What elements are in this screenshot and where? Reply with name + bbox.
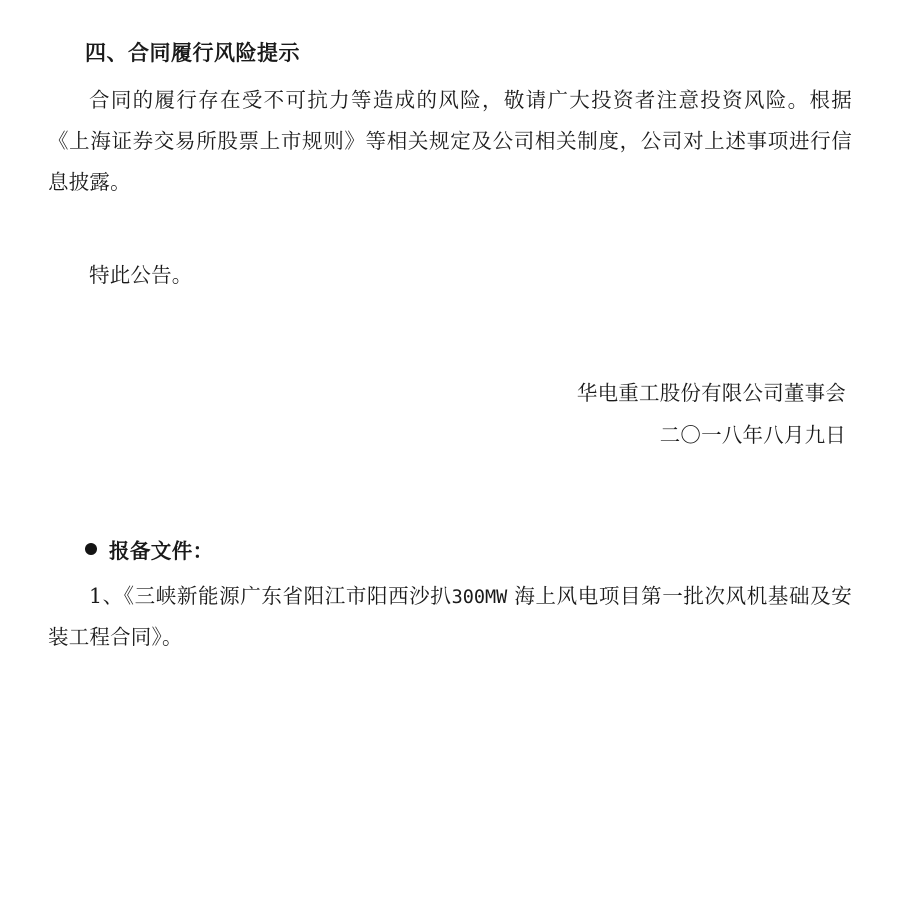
signature-date: 二〇一八年八月九日 [659,422,846,447]
signature-company: 华电重工股份有限公司董事会 [576,380,846,405]
paragraph-spacer [40,203,860,255]
filing-heading-label: 报备文件： [109,538,214,563]
filing-heading [85,534,860,564]
risk-paragraph: 合同的履行存在受不可抗力等造成的风险，敬请广大投资者注意投资风险。根据《上海证券交易所股票上市规则》等相关规定及公司相关制度，公司对上述事项进行信息披露。 [48,87,852,194]
section-heading: 四、合同履行风险提示 [85,40,300,65]
filled-circle-bullet-icon [85,543,97,555]
notice-line: 特此公告。 [89,262,193,287]
signature-block [40,372,860,456]
filing-item-capacity: 300MW [451,586,508,608]
list-item [48,576,852,658]
filing-item-text-before: 《三峡新能源广东省阳江市阳西沙扒 [123,583,452,608]
filing-item-text-after: 海上风电项目第一批次风机基础及安装工程合同》。 [48,583,852,649]
filing-item-number: 1、 [89,583,124,608]
